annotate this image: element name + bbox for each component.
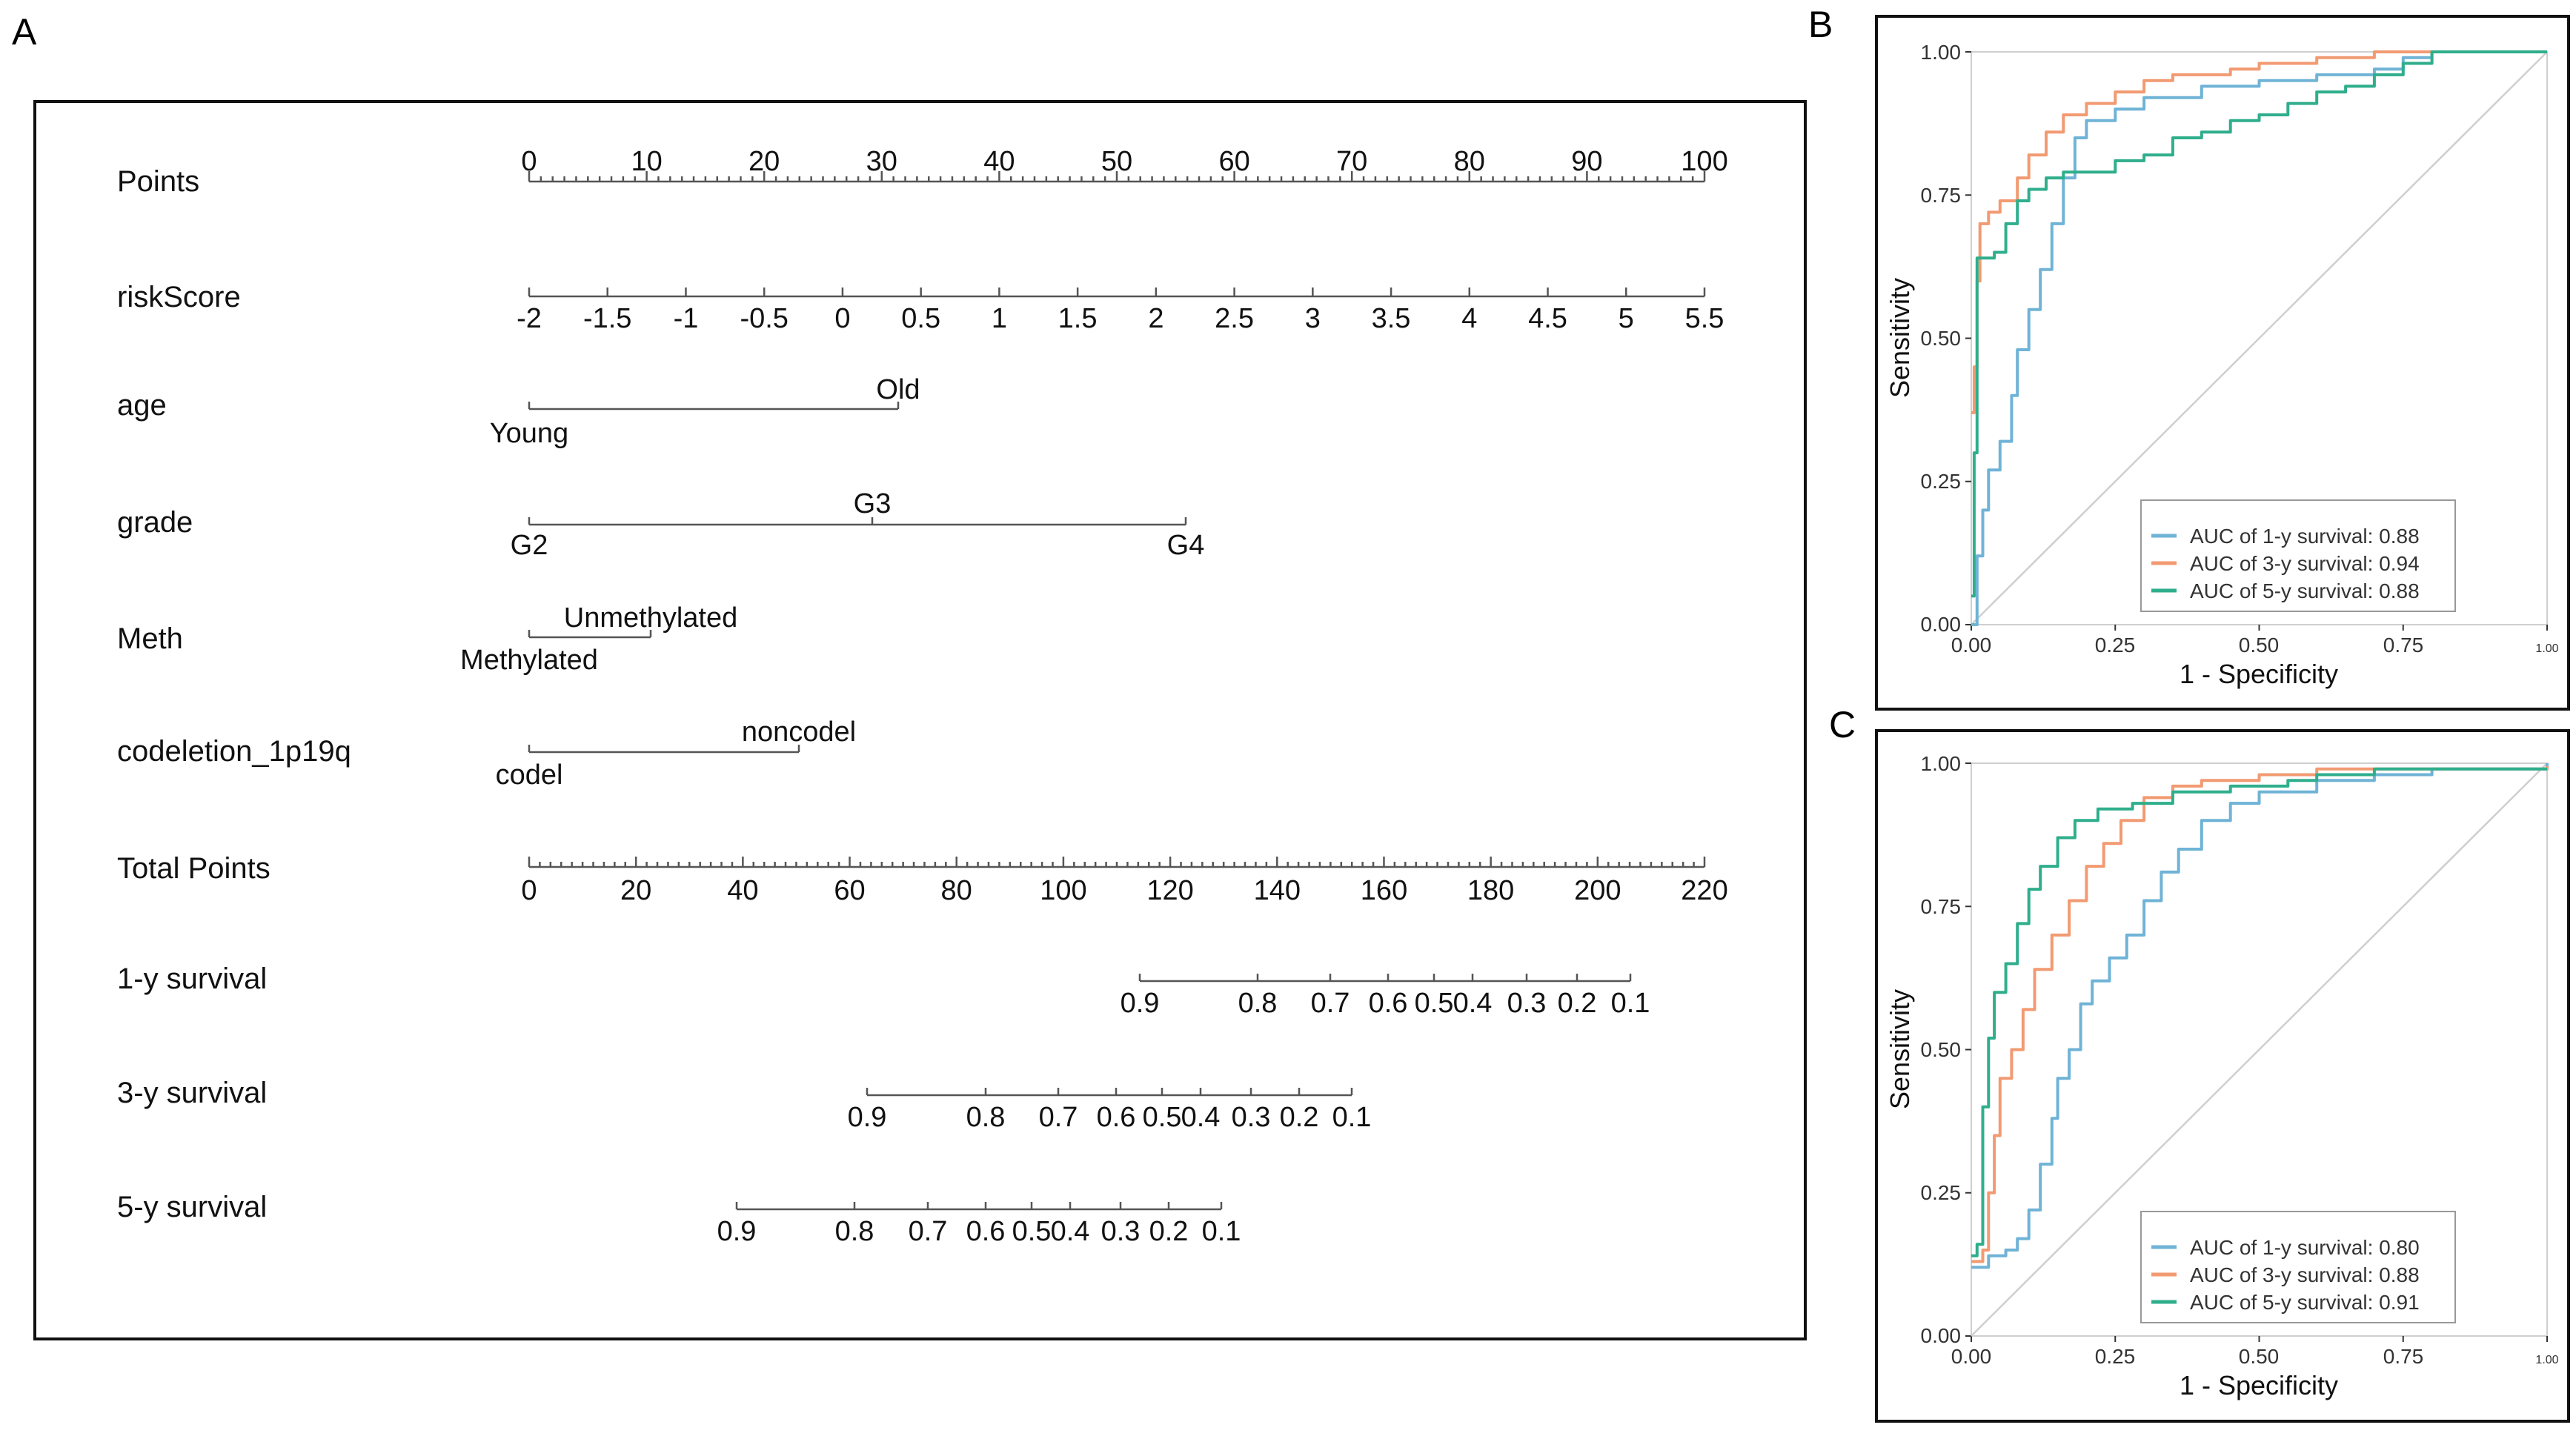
s5-tick-label: 0.1	[1201, 1216, 1241, 1247]
points-tick-label: 100	[1681, 146, 1728, 177]
points-tick-label: 0	[521, 146, 537, 177]
points-tick-label: 20	[748, 146, 780, 177]
roc-c-xlabel: 1 - Specificity	[2179, 1370, 2339, 1400]
s5-tick-label: 0.2	[1149, 1216, 1189, 1247]
s3-tick-label: 0.2	[1279, 1102, 1319, 1133]
roc-c-x-tick-label: 0.25	[2094, 1345, 2136, 1368]
roc-c-y-tick-label: 1.00	[1920, 752, 1961, 775]
roc-c-y-tick-label: 0.75	[1920, 895, 1961, 918]
s3-tick-label: 0.4	[1181, 1102, 1221, 1133]
riskscore-tick-label: -0.5	[740, 303, 789, 334]
total-tick-label: 160	[1360, 875, 1408, 906]
nomogram-row-labels	[117, 165, 351, 1223]
riskscore-tick-label: 4.5	[1528, 303, 1567, 334]
roc-b-legend-entry-3y: AUC of 3-y survival: 0.94	[2190, 552, 2420, 575]
roc-b-x-tick-labels	[1951, 634, 2559, 657]
total-tick-label: 220	[1681, 875, 1728, 906]
s1-tick-label: 0.1	[1610, 988, 1650, 1019]
meth-methylated-label: Methylated	[460, 645, 598, 676]
codel-noncodel-label: noncodel	[741, 717, 857, 748]
age-old-label: Old	[876, 374, 920, 405]
riskscore-tick-label: 2.5	[1215, 303, 1255, 334]
s1-tick-label: 0.9	[1120, 988, 1160, 1019]
roc-c-y-tick-label: 0.00	[1920, 1324, 1961, 1347]
s5-tick-label: 0.4	[1050, 1216, 1090, 1247]
roc-b-y-tick-label: 1.00	[1920, 41, 1961, 64]
grade-g2-label: G2	[510, 530, 548, 561]
riskscore-tick-label: 3	[1304, 303, 1321, 334]
survival-3y-tick-labels	[848, 1102, 1372, 1133]
riskscore-tick-label: 1	[991, 303, 1007, 334]
survival-1y-tick-labels	[1121, 988, 1650, 1019]
s1-tick-label: 0.4	[1453, 988, 1493, 1019]
points-tick-labels	[521, 146, 1727, 177]
total-tick-label: 180	[1467, 875, 1515, 906]
roc-c-x-tick-labels	[1951, 1345, 2559, 1368]
s3-tick-label: 0.3	[1231, 1102, 1271, 1133]
roc-b-y-tick-label: 0.75	[1920, 184, 1961, 207]
roc-b-legend-entry-1y: AUC of 1-y survival: 0.88	[2190, 525, 2420, 548]
riskscore-tick-labels	[517, 303, 1724, 334]
points-tick-label: 60	[1218, 146, 1250, 177]
roc-b-ylabel: Sensitivity	[1885, 277, 1915, 399]
roc-c-x-tick-label: 1.00	[2535, 1354, 2559, 1366]
s1-tick-label: 0.3	[1507, 988, 1547, 1019]
s5-tick-label: 0.8	[834, 1216, 874, 1247]
row-label-age: age	[117, 389, 167, 422]
roc-panel-c	[1876, 731, 2569, 1421]
roc-b-x-tick-label: 0.75	[2383, 634, 2424, 657]
points-tick-label: 10	[631, 146, 663, 177]
categorical-labels	[460, 374, 1204, 791]
total-tick-label: 100	[1040, 875, 1087, 906]
riskscore-tick-label: -2	[517, 303, 542, 334]
roc-c-x-tick-label: 0.50	[2238, 1345, 2280, 1368]
roc-c-x-tick-label: 0.00	[1951, 1345, 1992, 1368]
codel-codel-label: codel	[495, 760, 563, 791]
s3-tick-label: 0.7	[1038, 1102, 1078, 1133]
roc-b-x-tick-label: 0.25	[2094, 634, 2136, 657]
row-label-grade: grade	[117, 506, 193, 539]
roc-c-curve-5y	[1971, 769, 2547, 1256]
total-points-tick-labels	[521, 875, 1727, 906]
grade-g3-label: G3	[853, 488, 892, 519]
total-tick-label: 20	[620, 875, 652, 906]
total-tick-label: 120	[1146, 875, 1194, 906]
riskscore-tick-label: -1.5	[582, 303, 632, 334]
riskscore-tick-label: -1	[673, 303, 699, 334]
roc-c-legend-entry-3y: AUC of 3-y survival: 0.88	[2190, 1263, 2420, 1286]
s5-tick-label: 0.5	[1012, 1216, 1052, 1247]
roc-c-legend	[2141, 1212, 2455, 1323]
s1-tick-label: 0.5	[1414, 988, 1454, 1019]
panel-b-label: B	[1808, 4, 1833, 45]
s3-tick-label: 0.9	[847, 1102, 887, 1133]
riskscore-tick-label: 4	[1461, 303, 1478, 334]
grade-g4-label: G4	[1166, 530, 1205, 561]
total-tick-label: 140	[1253, 875, 1301, 906]
s3-tick-label: 0.6	[1096, 1102, 1136, 1133]
row-label-codeletion: codeletion_1p19q	[117, 735, 351, 768]
roc-b-y-tick-label: 0.25	[1920, 470, 1961, 493]
s5-tick-label: 0.9	[717, 1216, 757, 1247]
row-label-meth: Meth	[117, 622, 183, 655]
row-label-1y-survival: 1-y survival	[117, 963, 268, 995]
roc-b-legend-entry-5y: AUC of 5-y survival: 0.88	[2190, 579, 2420, 602]
points-tick-label: 50	[1101, 146, 1133, 177]
row-label-3y-survival: 3-y survival	[117, 1077, 268, 1109]
points-tick-label: 40	[983, 146, 1015, 177]
row-label-5y-survival: 5-y survival	[117, 1191, 268, 1223]
s3-tick-label: 0.8	[966, 1102, 1006, 1133]
riskscore-tick-label: 5.5	[1684, 303, 1724, 334]
s5-tick-label: 0.7	[908, 1216, 948, 1247]
total-tick-label: 40	[727, 875, 759, 906]
roc-c-legend-entry-1y: AUC of 1-y survival: 0.80	[2190, 1236, 2420, 1259]
roc-b-y-tick-labels	[1921, 41, 1962, 636]
points-tick-label: 70	[1336, 146, 1368, 177]
roc-c-curves	[1971, 763, 2547, 1267]
roc-panel-b	[1876, 16, 2569, 709]
riskscore-tick-label: 0.5	[901, 303, 941, 334]
nomogram-frame	[35, 102, 1805, 1339]
riskscore-tick-label: 0	[834, 303, 851, 334]
panel-a-label: A	[12, 11, 37, 53]
meth-unmethylated-label: Unmethylated	[563, 602, 738, 634]
total-tick-label: 60	[834, 875, 866, 906]
roc-b-x-tick-label: 0.50	[2238, 634, 2280, 657]
panel-c-label: C	[1829, 704, 1856, 745]
roc-c-y-tick-labels	[1921, 752, 1962, 1347]
riskscore-tick-label: 3.5	[1371, 303, 1411, 334]
total-tick-label: 200	[1574, 875, 1621, 906]
points-tick-label: 30	[866, 146, 897, 177]
row-label-riskscore: riskScore	[117, 281, 241, 313]
riskscore-tick-label: 5	[1618, 303, 1634, 334]
s3-tick-label: 0.1	[1332, 1102, 1372, 1133]
roc-b-x-tick-label: 1.00	[2535, 642, 2559, 655]
roc-c-x-tick-label: 0.75	[2383, 1345, 2424, 1368]
points-tick-label: 80	[1453, 146, 1485, 177]
s5-tick-label: 0.3	[1101, 1216, 1141, 1247]
roc-c-y-tick-label: 0.50	[1920, 1038, 1961, 1061]
row-label-total-points: Total Points	[117, 852, 270, 885]
riskscore-tick-label: 1.5	[1058, 303, 1098, 334]
total-tick-label: 0	[521, 875, 537, 906]
roc-b-y-tick-label: 0.00	[1920, 613, 1961, 636]
roc-c-y-tick-label: 0.25	[1920, 1181, 1961, 1204]
total-tick-label: 80	[940, 875, 972, 906]
roc-b-y-tick-label: 0.50	[1920, 327, 1961, 350]
roc-b-xlabel: 1 - Specificity	[2179, 659, 2339, 689]
s1-tick-label: 0.7	[1310, 988, 1350, 1019]
s1-tick-label: 0.6	[1368, 988, 1408, 1019]
row-label-points: Points	[117, 165, 200, 198]
age-young-label: Young	[489, 418, 569, 449]
s1-tick-label: 0.8	[1238, 988, 1278, 1019]
roc-b-legend	[2141, 500, 2455, 611]
points-tick-label: 90	[1571, 146, 1603, 177]
s1-tick-label: 0.2	[1557, 988, 1597, 1019]
survival-5y-tick-labels	[717, 1216, 1241, 1247]
roc-b-curve-3y	[1971, 52, 2547, 413]
roc-c-ylabel: Sensitivity	[1885, 988, 1915, 1110]
roc-c-legend-entry-5y: AUC of 5-y survival: 0.91	[2190, 1291, 2420, 1314]
riskscore-tick-label: 2	[1148, 303, 1164, 334]
s3-tick-label: 0.5	[1142, 1102, 1182, 1133]
roc-b-x-tick-label: 0.00	[1951, 634, 1992, 657]
s5-tick-label: 0.6	[966, 1216, 1006, 1247]
